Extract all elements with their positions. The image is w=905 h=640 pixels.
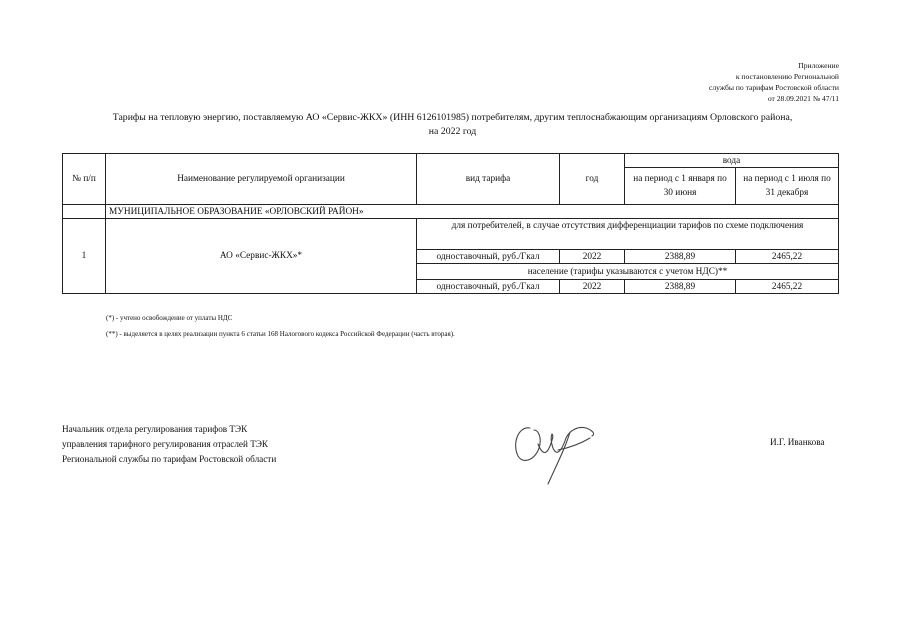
handwritten-signature <box>508 400 608 495</box>
value-period-1: 2388,89 <box>625 280 736 294</box>
value-period-2: 2465,22 <box>736 250 839 264</box>
footnote-1: (*) - учтено освобождение от уплаты НДС <box>106 314 233 322</box>
document-title <box>0 111 905 139</box>
appendix-line-1: Приложение <box>798 61 839 70</box>
year-cell: 2022 <box>560 280 625 294</box>
title-line-2: на 2022 год <box>428 126 477 137</box>
signatory-line-1: Начальник отдела регулирования тарифов ТЭК <box>62 424 248 434</box>
section-population: население (тарифы указываются с учетом НДС)** <box>417 264 839 280</box>
appendix-line-2: к постановлению Региональной <box>735 72 839 81</box>
signatory-line-2: управления тарифного регулирования отраслей ТЭК <box>62 439 269 449</box>
year-cell: 2022 <box>560 250 625 264</box>
tariff-type-cell: одноставочный, руб./Гкал <box>417 250 560 264</box>
row-number: 1 <box>63 219 106 294</box>
tariff-table <box>62 153 839 294</box>
header-tariff-type: вид тарифа <box>417 154 560 205</box>
value-period-2: 2465,22 <box>736 280 839 294</box>
signatory-position <box>62 422 276 467</box>
footnotes <box>106 310 455 342</box>
signatory-name: И.Г. Иванкова <box>770 437 825 447</box>
municipality-spacer <box>63 205 106 219</box>
value-period-1: 2388,89 <box>625 250 736 264</box>
organization-name: АО «Сервис-ЖКХ»* <box>106 219 417 294</box>
header-period-2: на период с 1 июля по 31 декабря <box>736 168 839 205</box>
header-number: № п/п <box>63 154 106 205</box>
header-organization: Наименование регулируемой организации <box>106 154 417 205</box>
municipality-row: МУНИЦИПАЛЬНОЕ ОБРАЗОВАНИЕ «ОРЛОВСКИЙ РАЙОН» <box>106 205 839 219</box>
appendix-line-4: от 28.09.2021 № 47/11 <box>767 94 839 103</box>
title-line-1: Тарифы на тепловую энергию, поставляемую АО «Сервис-ЖКХ» (ИНН 6126101985) потребителям, другим теплоснабжающим организациям Орловского района, <box>112 112 793 123</box>
appendix-line-3: службы по тарифам Ростовской области <box>708 83 839 92</box>
header-water: вода <box>625 154 839 168</box>
header-year: год <box>560 154 625 205</box>
header-period-1: на период с 1 января по 30 июня <box>625 168 736 205</box>
tariff-type-cell: одноставочный, руб./Гкал <box>417 280 560 294</box>
signatory-line-3: Региональной службы по тарифам Ростовской области <box>62 454 277 464</box>
appendix-header <box>709 60 839 104</box>
footnote-2: (**) - выделяется в целях реализации пункта 6 статьи 168 Налогового кодекса Российской Федерации (часть вторая). <box>106 330 455 338</box>
section-consumers: для потребителей, в случае отсутствия дифференциации тарифов по схеме подключения <box>417 219 839 250</box>
